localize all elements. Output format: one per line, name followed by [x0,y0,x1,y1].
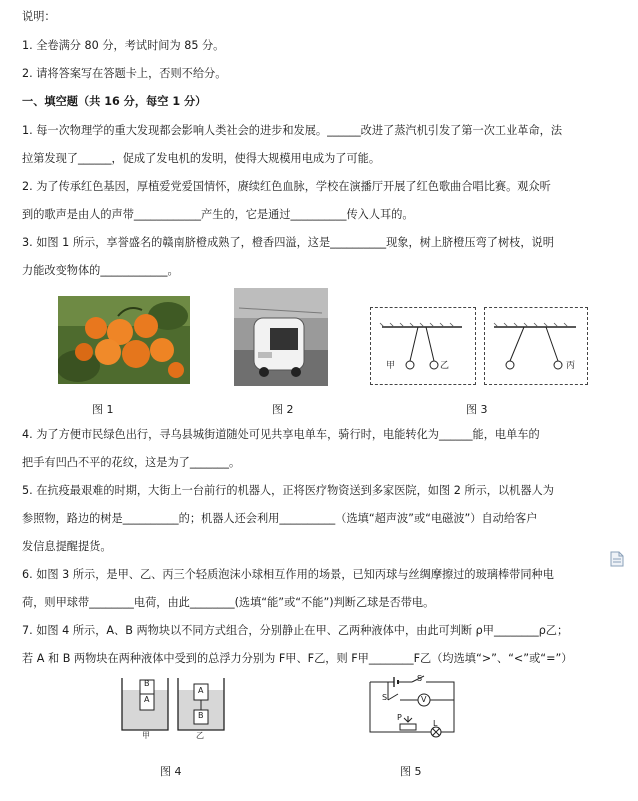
figure-4-caption: 图 4 [160,765,182,778]
figure-1-caption: 图 1 [92,403,114,416]
block-a-label-right: A [198,686,204,695]
q1-line1: 1. 每一次物理学的重大发现都会影响人类社会的进步和发展。______改进了蒸汽机引发了第一次工业革命，法 [22,124,563,137]
switch-s2-label: S [382,693,388,702]
slider-p-label: P [397,713,402,722]
block-a-label-left: A [144,695,150,704]
lamp-l-label: L [433,719,438,728]
document-icon[interactable] [610,551,624,567]
q2-line2: 到的歌声是由人的声带____________产生的，它是通过__________传入人耳的。 [22,208,414,221]
figure-4-diagram [118,676,230,738]
q5-line2: 参照物，路边的树是__________的；机器人还会利用__________（选填“超声波”或“电磁波”）自动给客户 [22,512,538,525]
q5-line3: 发信息提醒提货。 [22,540,112,553]
q1-line2: 拉第发现了______，促成了发电机的发明，使得大规模用电成为了可能。 [22,152,381,165]
q7-line1: 7. 如图 4 所示，A、B 两物块以不同方式组合，分别静止在甲、乙两种液体中，由此可判断 ρ甲________ρ乙； [22,624,569,637]
note-1: 1. 全卷满分 80 分，考试时间为 85 分。 [22,39,225,52]
q4-line2: 把手有凹凸不平的花纹，这是为了_______。 [22,456,241,469]
voltmeter-label: V [421,695,427,704]
liquid-yi-label: 乙 [196,731,204,740]
block-b-label-left: B [144,679,150,688]
figure-3-caption: 图 3 [466,403,488,416]
ball-yi-label: 乙 [440,361,450,371]
figure-1-oranges [58,296,190,384]
section-title: 一、填空题（共 16 分，每空 1 分） [22,95,207,108]
q6-line2: 荷，则甲球带________电荷，由此________(选填“能”或“不能”)判断乙球是否带电。 [22,596,435,609]
figure-5-circuit [364,672,460,742]
q7-line2: 若 A 和 B 两物块在两种液体中受到的总浮力分别为 F甲、F乙，则 F甲________F乙（均选填“>”、“<”或“=”） [22,652,573,665]
ball-bing-label: 丙 [566,361,576,371]
switch-s1-label: S [417,674,423,683]
figure-2-caption: 图 2 [272,403,294,416]
q4-line1: 4. 为了方便市民绿色出行，寻乌县城街道随处可见共享电单车，骑行时，电能转化为______能，电单车的 [22,428,540,441]
q5-line1: 5. 在抗疫最艰难的时期，大街上一台前行的机器人，正将医疗物资送到多家医院，如图 2 所示，以机器人为 [22,484,554,497]
q3-line1: 3. 如图 1 所示，享誉盛名的赣南脐橙成熟了，橙香四溢，这是__________现象，树上脐橙压弯了树枝，说明 [22,236,554,249]
q3-line2: 力能改变物体的____________。 [22,264,179,277]
q6-line1: 6. 如图 3 所示，是甲、乙、丙三个轻质泡沫小球相互作用的场景，已知丙球与丝绸摩擦过的玻璃棒带同种电 [22,568,554,581]
figure-5-caption: 图 5 [400,765,422,778]
liquid-jia-label: 甲 [142,731,150,740]
block-b-label-right: B [198,711,204,720]
note-2: 2. 请将答案写在答题卡上，否则不给分。 [22,67,227,80]
figure-3-diagram [370,307,588,385]
ball-jia-label: 甲 [386,361,396,371]
q2-line1: 2. 为了传承红色基因，厚植爱党爱国情怀，赓续红色血脉，学校在演播厅开展了红色歌曲合唱比赛。观众听 [22,180,551,193]
notes-heading: 说明： [22,10,56,23]
figure-2-robot [234,288,328,386]
